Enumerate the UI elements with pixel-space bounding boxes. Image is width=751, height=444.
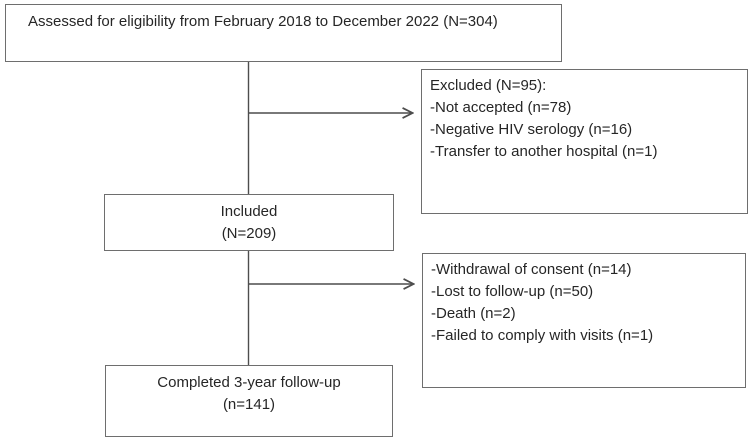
withdrawn-reason-failed-visits: -Failed to comply with visits (n=1)	[431, 327, 654, 344]
excluded-reason-transfer: -Transfer to another hospital (n=1)	[430, 143, 658, 160]
completed-followup-count: (n=141)	[222, 396, 276, 413]
withdrawn-box	[422, 253, 746, 388]
excluded-reason-not-accepted: -Not accepted (n=78)	[430, 99, 572, 116]
withdrawn-reason-consent: -Withdrawal of consent (n=14)	[431, 261, 632, 278]
withdrawn-reason-lost-followup: -Lost to follow-up (n=50)	[431, 283, 594, 300]
completed-followup-label: Completed 3-year follow-up	[157, 374, 341, 391]
excluded-box	[421, 69, 748, 214]
completed-followup-box	[105, 365, 393, 437]
included-label: Included	[220, 202, 278, 220]
assessed-eligibility-label: Assessed for eligibility from February 2018 to December 2022 (N=304)	[28, 13, 498, 30]
withdrawn-reason-death: -Death (n=2)	[431, 305, 516, 322]
excluded-title: Excluded (N=95):	[430, 77, 547, 94]
excluded-reason-negative-serology: -Negative HIV serology (n=16)	[430, 121, 633, 138]
included-count: (N=209)	[221, 224, 277, 242]
assessed-eligibility-box	[5, 4, 562, 62]
included-box	[104, 194, 394, 251]
